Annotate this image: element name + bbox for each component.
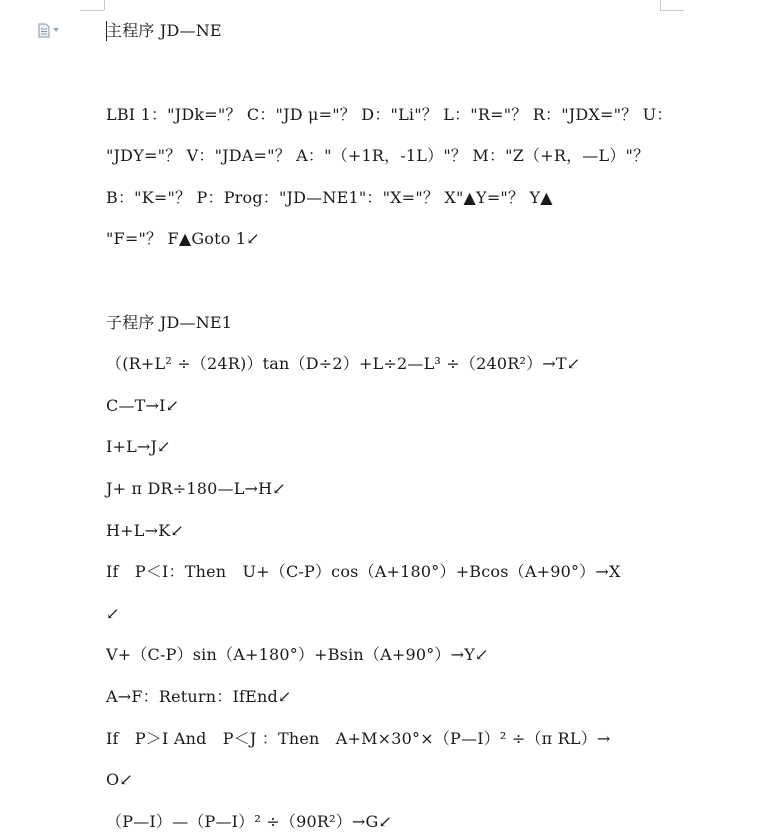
code-line: I+L→J↙: [106, 437, 171, 456]
code-line: LBI 1："JDk="？ C："JD μ="？ D："Li"？ L："R="？ R："JDX="？ U：: [106, 105, 673, 124]
code-line: H+L→K↙: [106, 521, 184, 540]
code-line: C—T→I↙: [106, 396, 180, 415]
margin-corner-right: [660, 0, 661, 10]
margin-corner-right-h: [660, 10, 684, 11]
main-program-title: 主程序 JD—NE: [106, 21, 222, 40]
code-line: （P—I）—（P—I）² ÷（90R²）→G↙: [106, 812, 393, 831]
paragraph-options-button[interactable]: [38, 22, 66, 38]
code-line: If P＞I And P＜J ：Then A+M×30°×（P—I）² ÷（π RL）→: [106, 729, 611, 748]
code-line: "JDY="？ V："JDA="？ A："（+1R，-1L）"？ M："Z（+R，—L）"？: [106, 146, 650, 165]
code-line: （(R+L² ÷（24R)）tan（D÷2）+L÷2—L³ ÷（240R²）→T↙: [106, 354, 581, 373]
subprogram-title: 子程序 JD—NE1: [106, 313, 233, 332]
code-line: If P＜I：Then U+（C-P）cos（A+180°）+Bcos（A+90°）→X: [106, 562, 621, 581]
code-line: J+ π DR÷180—L→H↙: [106, 479, 286, 498]
code-line: ↙: [106, 604, 120, 623]
code-line: B："K="？ P：Prog："JD—NE1"："X="？ X"▲Y="？ Y▲: [106, 188, 553, 207]
chevron-down-icon: [53, 28, 59, 32]
code-line: "F="？ F▲Goto 1↙: [106, 229, 260, 248]
document-icon: [38, 23, 50, 38]
code-line: O↙: [106, 770, 133, 789]
margin-corner-left: [104, 0, 105, 10]
code-line: V+（C-P）sin（A+180°）+Bsin（A+90°）→Y↙: [106, 645, 489, 664]
code-line: A→F：Return：IfEnd↙: [106, 687, 292, 706]
margin-corner-left-h: [80, 10, 104, 11]
